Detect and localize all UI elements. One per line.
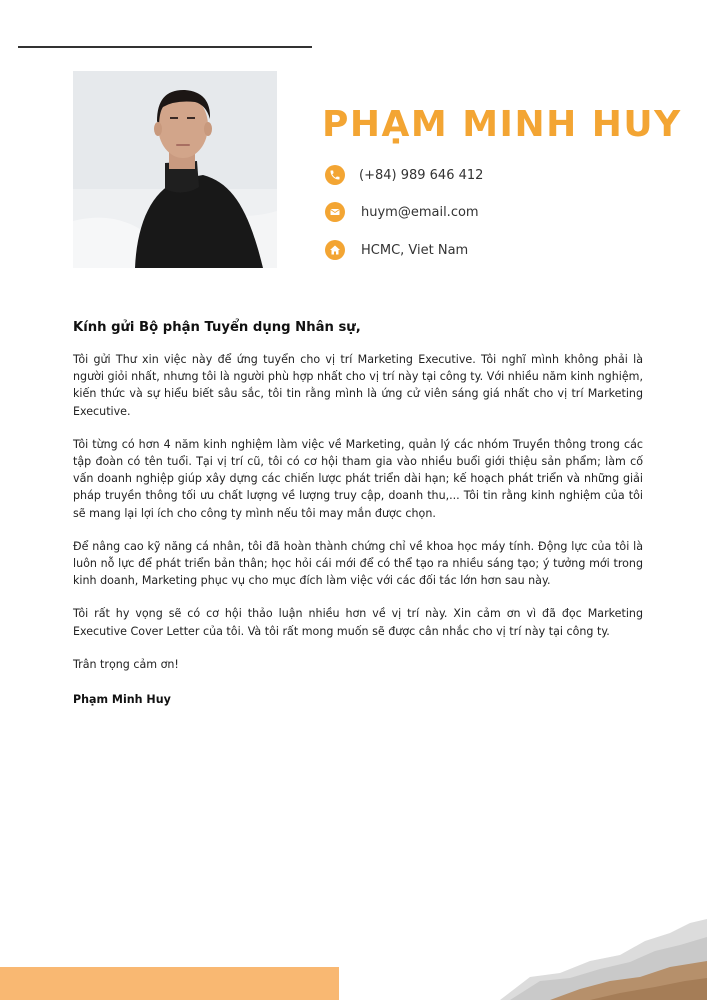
home-icon [325, 240, 345, 260]
paragraph-experience: Tôi từng có hơn 4 năm kinh nghiệm làm việc về Marketing, quản lý các nhóm Truyền thông trong các tập đoàn có tên tuổi. Tại vị trí cũ, tôi có cơ hội tham gia vào nhiều buổi giới thiệu sản phẩm; làm cố vấn doanh nghiệp giúp xây dựng các chiến lược phát triển dài hạn; kế hoạch phát triển và những giải pháp truyền thông tối ưu chất lượng về lượng truy cập, doanh thu,... Tôi tin rằng kinh nghiệm của tôi sẽ mang lại lợi ích cho công ty mình nếu tôi may mắn được chọn. [73, 437, 643, 520]
closing-line: Trân trọng cảm ơn! [73, 657, 179, 671]
contact-phone [325, 163, 483, 187]
top-divider [18, 46, 312, 48]
phone-text: (+84) 989 646 412 [359, 167, 484, 183]
paragraph-conclusion: Tôi rất hy vọng sẽ có cơ hội thảo luận nhiều hơn về vị trí này. Xin cảm ơn vì đã đọc Marketing Executive Cover Letter của tôi. Và tôi rất mong muốn sẽ được cân nhắc cho vị trí này tại công ty. [73, 607, 643, 638]
paragraph-intro: Tôi gửi Thư xin việc này để ứng tuyển cho vị trí Marketing Executive. Tôi nghĩ mình không phải là người giỏi nhất, nhưng tôi là người phù hợp nhất cho vị trí này tại công ty. Với nhiều năm kinh nghiệm, kiến thức và sự hiểu biết sâu sắc, tôi tin rằng mình là ứng cử viên sáng giá nhất cho vị trí Marketing Executive. [73, 353, 643, 418]
letter-body [73, 320, 643, 706]
address-text: HCMC, Viet Nam [361, 242, 469, 258]
applicant-name: PHẠM MINH HUY [322, 104, 682, 145]
email-text: huym@email.com [361, 204, 479, 220]
signature: Phạm Minh Huy [73, 693, 171, 707]
contact-address [325, 238, 468, 262]
profile-photo [73, 71, 277, 268]
footer-accent-bar [0, 967, 339, 1000]
contact-email [325, 200, 479, 224]
salutation: Kính gửi Bộ phận Tuyển dụng Nhân sự, [73, 320, 361, 335]
paragraph-skills: Để nâng cao kỹ năng cá nhân, tôi đã hoàn thành chứng chỉ về khoa học máy tính. Động lực của tôi là luôn nỗ lực để phát triển bản thân; học hỏi cái mới để có thể tạo ra nhiều sáng tạo; ý tưởng mới trong kinh doanh, Marketing phục vụ cho mục đích làm việc với các đối tác lớn hơn sau này. [73, 539, 643, 588]
mail-icon [325, 202, 345, 222]
torn-paper-decoration [440, 915, 707, 1000]
phone-icon [325, 165, 345, 185]
